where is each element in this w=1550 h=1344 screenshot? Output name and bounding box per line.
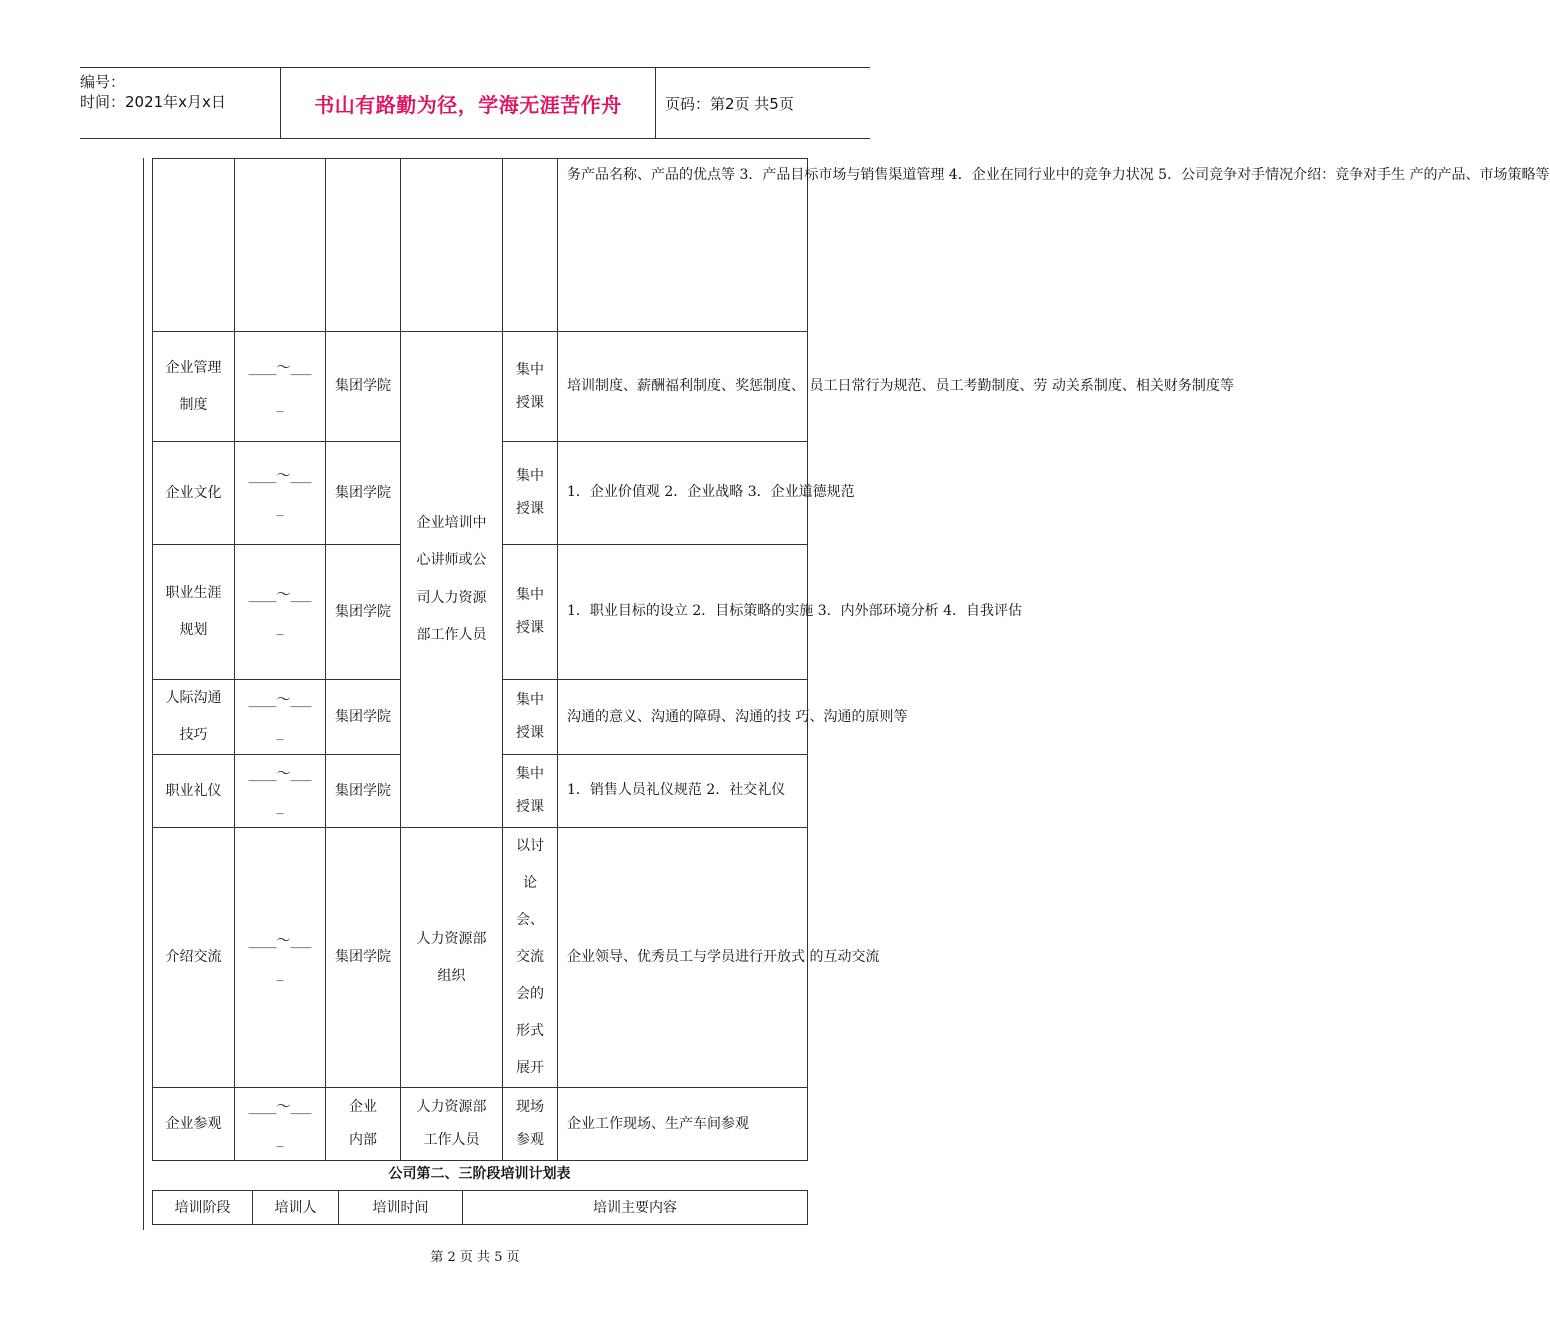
time-cell: ____～___ _ (235, 828, 326, 1088)
course-cell: 企业文化 (153, 442, 235, 545)
course-cell: 职业礼仪 (153, 755, 235, 828)
place-cell (326, 159, 401, 332)
shared-trainer-cell: 企业培训中 心讲师或公 司人力资源 部工作人员 (401, 332, 503, 828)
column-header-time: 培训时间 (339, 1191, 463, 1225)
time-cell (235, 159, 326, 332)
trainer-cell: 人力资源部 组织 (401, 828, 503, 1088)
course-cell: 人际沟通 技巧 (153, 680, 235, 755)
page-info: 页码：第2页 共5页 (665, 94, 794, 113)
course-cell: 介绍交流 (153, 828, 235, 1088)
column-header-content: 培训主要内容 (463, 1191, 808, 1225)
table-row (153, 828, 808, 1088)
table-row (153, 1088, 808, 1161)
content-cell: 沟通的意义、沟通的障碍、沟通的技 巧、沟通的原则等 (558, 680, 808, 755)
number-label: 编号： (80, 73, 126, 91)
column-header-trainer: 培训人 (253, 1191, 339, 1225)
slogan: 书山有路勤为径，学海无涯苦作舟 (314, 92, 622, 117)
place-cell: 集团学院 (326, 755, 401, 828)
outer-border-line (143, 158, 144, 1230)
method-cell: 集中 授课 (503, 545, 558, 680)
method-cell: 现场 参观 (503, 1088, 558, 1161)
table-header-row (153, 1191, 808, 1225)
time-cell: ____～___ _ (235, 332, 326, 442)
trainer-cell (401, 159, 503, 332)
header-middle (280, 68, 656, 138)
course-cell: 企业管理 制度 (153, 332, 235, 442)
place-cell: 集团学院 (326, 680, 401, 755)
content-cell: 企业领导、优秀员工与学员进行开放式 的互动交流 (558, 828, 808, 1088)
training-plan-table (152, 158, 1550, 1161)
method-cell: 集中 授课 (503, 755, 558, 828)
page-number: 第 2 页 共 5 页 (430, 1250, 520, 1265)
method-cell: 以讨 论 会、 交流 会的 形式 展开 (503, 828, 558, 1088)
page-header (80, 67, 870, 139)
place-cell: 集团学院 (326, 332, 401, 442)
method-cell (503, 159, 558, 332)
time-cell: ____～___ _ (235, 545, 326, 680)
content-cell: 企业工作现场、生产车间参观 (558, 1088, 808, 1161)
table-row (153, 159, 808, 332)
content-cell: 1．销售人员礼仪规范 2．社交礼仪 (558, 755, 808, 828)
content-cell: 1．职业目标的设立 2．目标策略的实施 3．内外部环境分析 4．自我评估 (558, 545, 808, 680)
table-row (153, 332, 808, 442)
column-header-stage: 培训阶段 (153, 1191, 253, 1225)
time-cell: ____～___ _ (235, 755, 326, 828)
second-stage-table (152, 1190, 808, 1225)
course-cell (153, 159, 235, 332)
place-cell: 集团学院 (326, 442, 401, 545)
method-cell: 集中 授课 (503, 442, 558, 545)
section-title: 公司第二、三阶段培训计划表 (388, 1166, 571, 1182)
content-cell: 务产品名称、产品的优点等 3．产品目标市场与销售渠道管理 4．企业在同行业中的竞争力状况 5．公司竞争对手情况介绍：竞争对手生 产的产品、市场策略等 (558, 159, 808, 332)
trainer-cell: 人力资源部 工作人员 (401, 1088, 503, 1161)
course-cell: 企业参观 (153, 1088, 235, 1161)
time-cell: ____～___ _ (235, 680, 326, 755)
place-cell: 集团学院 (326, 828, 401, 1088)
header-left (80, 68, 280, 142)
time-cell: ____～___ _ (235, 442, 326, 545)
date-line: 时间：2021年x月x日 (80, 93, 226, 111)
place-cell: 集团学院 (326, 545, 401, 680)
place-cell: 企业 内部 (326, 1088, 401, 1161)
course-cell: 职业生涯 规划 (153, 545, 235, 680)
method-cell: 集中 授课 (503, 332, 558, 442)
method-cell: 集中 授课 (503, 680, 558, 755)
content-cell: 培训制度、薪酬福利制度、奖惩制度、 员工日常行为规范、员工考勤制度、劳 动关系制度、相关财务制度等 (558, 332, 808, 442)
header-right (655, 68, 880, 138)
content-cell: 1．企业价值观 2．企业战略 3．企业道德规范 (558, 442, 808, 545)
time-cell: ____～___ _ (235, 1088, 326, 1161)
